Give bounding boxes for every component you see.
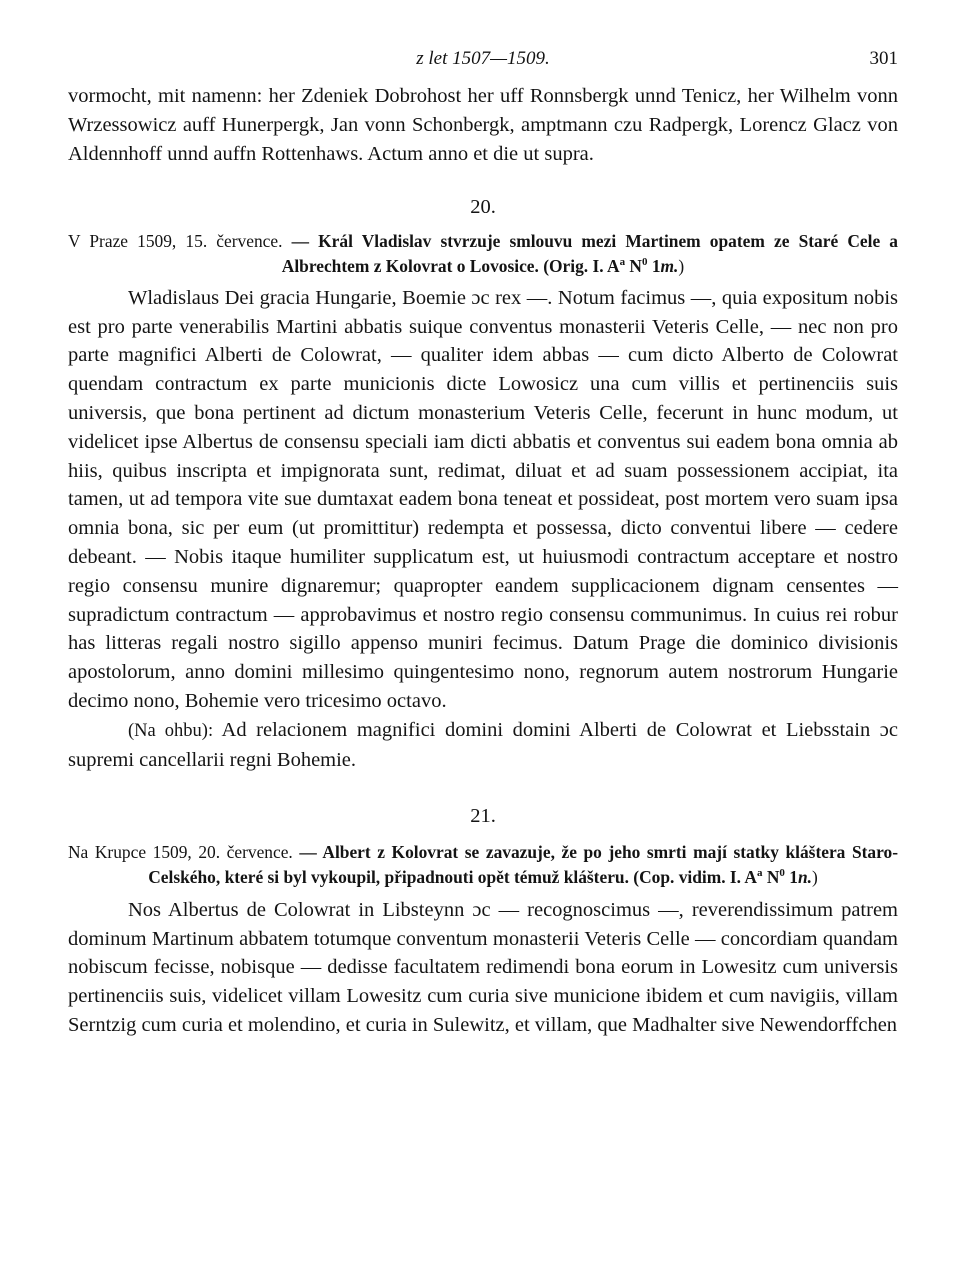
regest-place-date: Na Krupce 1509, 20. července. [68, 842, 293, 863]
document-page [68, 48, 898, 1040]
regest-superscript: a [619, 255, 626, 268]
running-title: z let 1507—1509. [416, 48, 550, 69]
running-head [68, 48, 898, 82]
charter-text-21: Nos Albertus de Colowrat in Libsteynn ɔc — recognoscimus —, reverendissimum patrem dominum Martinum abbatem totumque conventum monasterii Veteris Celle — concordiam quandam nobiscum fecisse, nobisque — dedisse facultatem redimendi bona eorum in Lowesitz cum universis pertinenciis suis, videlicet villam Lowesitz cum curia sive municione ibidem et cum navigiis, villam Serntzig cum curia et molendino, et curia in Sulewitz, et villam, que Madhalter sive Newendorffchen [68, 898, 898, 1036]
regest-ref-tail: 1 [647, 255, 661, 276]
regest-20 [68, 229, 898, 277]
document-number-20: 20. [470, 196, 496, 219]
regest-close: ) [811, 866, 818, 887]
note-na-ohbu [68, 716, 898, 775]
regest-ref: N [625, 255, 642, 276]
page-number: 301 [869, 48, 898, 69]
regest-ref-tail: 1 [784, 866, 798, 887]
regest-place-date: V Praze 1509, 15. července. [68, 231, 283, 252]
note-label: (Na ohbu): [128, 720, 214, 741]
regest-superscript-2: 0 [641, 255, 648, 268]
regest-summary-text: — Albert z Kolovrat se zavazuje, že po jeho smrti mají statky kláštera Staro-Celského, které si byl vykoupil, připadnouti opět témuž klášteru. (Cop. vidim. I. A [148, 842, 898, 887]
regest-close: ) [678, 255, 685, 276]
note-text: Ad relacionem magnifici domini domini Alberti de Colowrat et Liebsstain ɔc supremi cancellarii regni Bohemie. [68, 718, 898, 771]
regest-superscript: a [756, 866, 763, 879]
regest-ref: N [762, 866, 780, 887]
regest-ref-tail-italic: m. [660, 255, 679, 276]
document-number-21: 21. [470, 805, 496, 828]
regest-superscript-2: 0 [779, 866, 785, 879]
regest-21 [68, 840, 898, 888]
regest-ref-tail-italic: n. [797, 866, 812, 887]
charter-text-20: Wladislaus Dei gracia Hungarie, Boemie ɔc rex —. Notum facimus —, quia expositum nobis est pro parte venerabilis Martini abbatis suique conventus monasterii Veteris Celle, — nec non pro parte magnifici Alberti de Colowrat, — qualiter idem abbas — cum dicto Alberto de Colowrat quendam contractum ex parte municionis dicte Lowosicz una cum villis et pertinenciis suis universis, que bona pertinent ad dictum monasterium Veteris Celle, fecerunt in hunc modum, ut videlicet ipse Albertus de consensu speciali iam dicti abbatis et conventus sui eadem bona omnia ab hiis, quibus inscripta et impignorata sunt, redimat, diluat et ad suam possessionem accipiat, ita tamen, ut ad tempora vite sue dumtaxat eadem bona teneat et possideat, post mortem vero suam ipsa omnia bona, sic per eum (ut promittitur) redempta et possessa, dicto conventui libere — cedere debeant. — Nobis itaque humiliter supplicatum est, ut huiusmodi contractum acceptare et nostro regio consensu munire dignaremur; quapropter eandem supplicacionem dignam censentes — supradictum contractum — approbavimus et nostro regio consensu communimus. In cuius rei robur has litteras regali nostro sigillo appenso muniri fecimus. Datum Prage die dominico divisionis apostolorum, anno domini millesimo quingentesimo nono, regnorum autem nostrorum Hungarie decimo nono, Bohemie vero tricesimo octavo. [68, 286, 898, 712]
regest-summary [282, 231, 898, 275]
paragraph-continuation: vormocht, mit namenn: her Zdeniek Dobrohost her uff Ronnsbergk unnd Tenicz, her Wilhelm vonn Wrzessowicz auff Hunerpergk, Jan vonn Schonbergk, amptmann czu Radpergk, Lorencz Glacz von Aldennhoff unnd auffn Rottenhaws. Actum anno et die ut supra. [68, 85, 898, 165]
regest-summary-text: — Král Vladislav stvrzuje smlouvu mezi Martinem opatem ze Staré Cele a Albrechtem z Kolovrat o Lovosice. (Orig. I. A [281, 231, 898, 276]
